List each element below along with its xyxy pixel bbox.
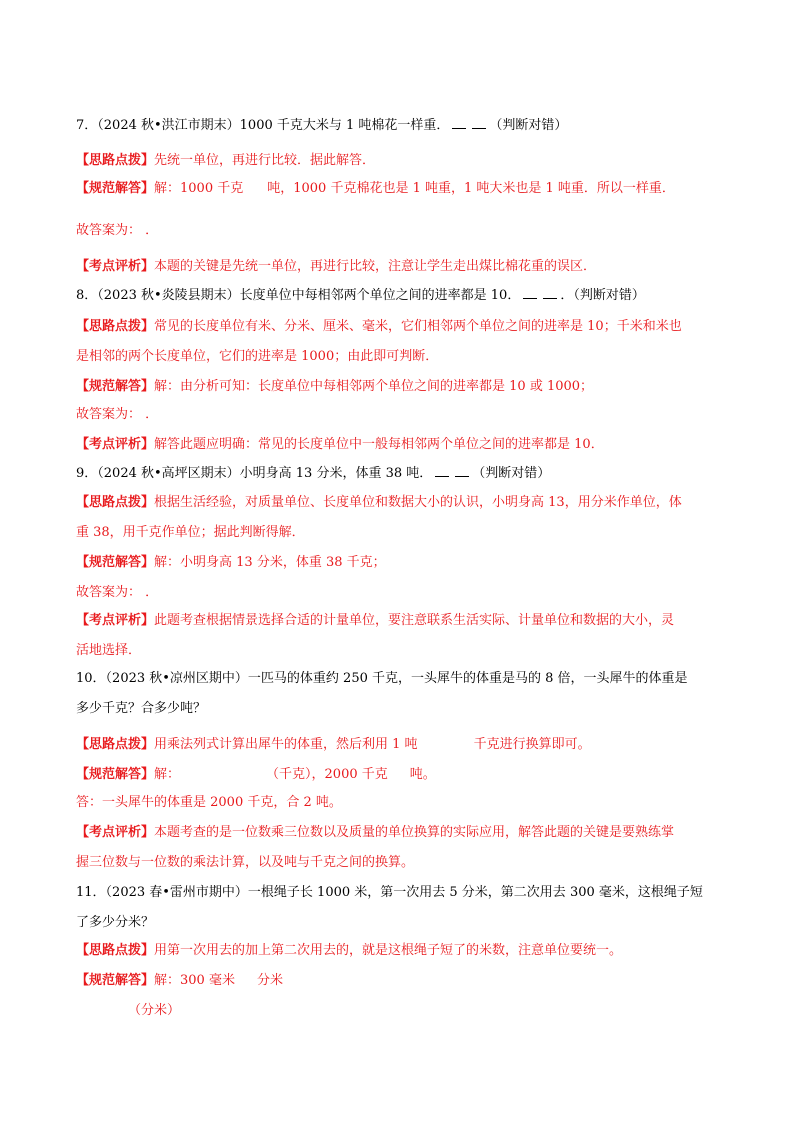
review-tag: 【考点评析】: [76, 259, 155, 274]
solution-tag: 【规范解答】: [76, 181, 155, 196]
q9-hint: 【思路点拨】根据生活经验，对质量单位、长度单位和数据大小的认识，小明身高 13，用分米作单位，体: [76, 495, 682, 510]
solution-tag: 【规范解答】: [76, 379, 155, 394]
q10-solution: 【规范解答】解： （千克），2000 千克 吨。: [76, 767, 436, 782]
q7-stem: 7．（2024 秋•洪江市期末）1000 千克大米与 1 吨棉花一样重． （判断对错）: [76, 118, 568, 133]
answer-blank[interactable]: [523, 286, 537, 299]
answer-blank[interactable]: [435, 464, 449, 477]
q9-answer: 故答案为： ．: [76, 585, 159, 600]
solution-tag: 【规范解答】: [76, 973, 155, 988]
solution-tag: 【规范解答】: [76, 767, 155, 782]
q7-hint: 【思路点拨】先统一单位，再进行比较．据此解答．: [76, 153, 376, 168]
q10-stem-cont: 多少千克？合多少吨？: [76, 701, 207, 716]
hint-tag: 【思路点拨】: [76, 153, 155, 168]
q10-hint: 【思路点拨】用乘法列式计算出犀牛的体重，然后利用 1 吨 千克进行换算即可。: [76, 737, 591, 752]
q10-answer: 答：一头犀牛的体重是 2000 千克，合 2 吨。: [76, 795, 342, 810]
q9-hint-cont: 重 38，用千克作单位；据此判断得解．: [76, 525, 305, 540]
hint-tag: 【思路点拨】: [76, 943, 155, 958]
q8-solution: 【规范解答】解：由分析可知：长度单位中每相邻两个单位之间的进率都是 10 或 1000；: [76, 379, 594, 394]
q8-hint: 【思路点拨】常见的长度单位有米、分米、厘米、毫米，它们相邻两个单位之间的进率是 10；千米和米也: [76, 319, 682, 334]
q10-stem: 10．（2023 秋•凉州区期中）一匹马的体重约 250 千克，一头犀牛的体重是马的 8 倍，一头犀牛的体重是: [76, 671, 688, 686]
q7-review: 【考点评析】本题的关键是先统一单位，再进行比较，注意让学生走出煤比棉花重的误区．: [76, 259, 597, 274]
review-tag: 【考点评析】: [76, 613, 155, 628]
q9-stem: 9．（2024 秋•高坪区期末）小明身高 13 分米，体重 38 吨． （判断对错）: [76, 466, 551, 481]
solution-tag: 【规范解答】: [76, 555, 155, 570]
hint-tag: 【思路点拨】: [76, 319, 155, 334]
q11-solution-cont: （分米）: [128, 1003, 181, 1018]
q11-solution: 【规范解答】解：300 毫米 分米: [76, 973, 283, 988]
answer-blank[interactable]: [455, 464, 469, 477]
q9-solution: 【规范解答】解：小明身高 13 分米，体重 38 千克；: [76, 555, 386, 570]
answer-blank[interactable]: [452, 116, 466, 129]
q7-solution: 【规范解答】解：1000 千克 吨，1000 千克棉花也是 1 吨重，1 吨大米也是 1 吨重．所以一样重．: [76, 181, 675, 196]
q7-answer: 故答案为： ．: [76, 223, 159, 238]
q11-stem: 11．（2023 春•雷州市期中）一根绳子长 1000 米，第一次用去 5 分米，第二次用去 300 毫米，这根绳子短: [76, 885, 703, 900]
q8-review: 【考点评析】解答此题应明确：常见的长度单位中一般每相邻两个单位之间的进率都是 10．: [76, 437, 604, 452]
q8-answer: 故答案为： ．: [76, 407, 159, 422]
q11-hint: 【思路点拨】用第一次用去的加上第二次用去的，就是这根绳子短了的米数，注意单位要统一。: [76, 943, 623, 958]
answer-blank[interactable]: [472, 116, 486, 129]
q9-review: 【考点评析】此题考查根据情景选择合适的计量单位，要注意联系生活实际、计量单位和数据的大小，灵: [76, 613, 675, 628]
review-tag: 【考点评析】: [76, 825, 155, 840]
hint-tag: 【思路点拨】: [76, 495, 155, 510]
answer-blank[interactable]: [543, 286, 557, 299]
q8-stem: 8．（2023 秋•炎陵县期末）长度单位中每相邻两个单位之间的进率都是 10． ．（判断对错）: [76, 288, 645, 303]
q9-review-cont: 活地选择．: [76, 643, 142, 658]
q8-hint-cont: 是相邻的两个长度单位，它们的进率是 1000；由此即可判断．: [76, 349, 439, 364]
q10-review-cont: 握三位数与一位数的乘法计算，以及吨与千克之间的换算。: [76, 855, 415, 870]
hint-tag: 【思路点拨】: [76, 737, 155, 752]
q11-stem-cont: 了多少分米？: [76, 915, 155, 930]
review-tag: 【考点评析】: [76, 437, 155, 452]
q10-review: 【考点评析】本题考查的是一位数乘三位数以及质量的单位换算的实际应用，解答此题的关键是要熟练掌: [76, 825, 675, 840]
